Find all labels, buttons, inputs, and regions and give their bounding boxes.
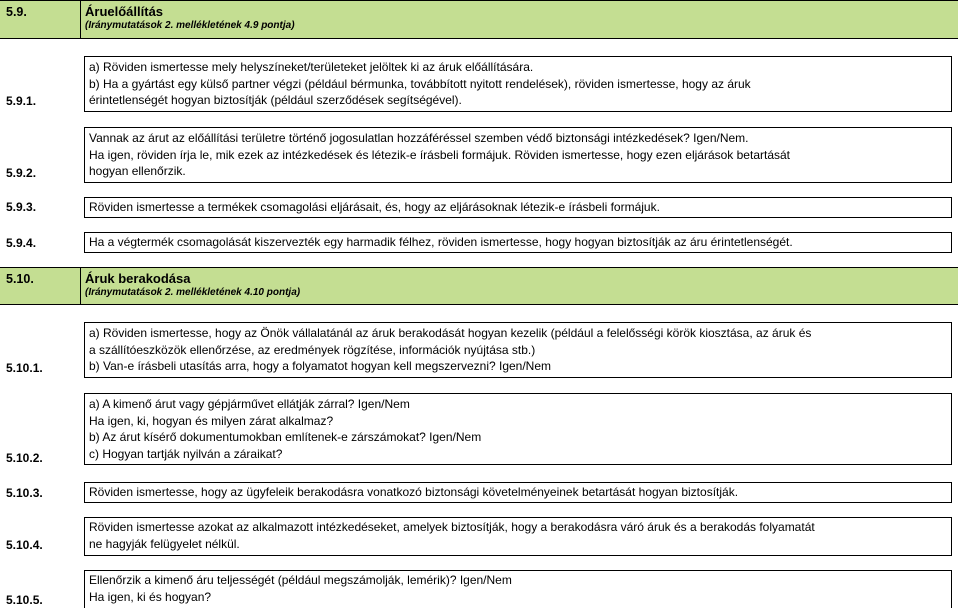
question-line: Ellenőrzik a kimenő áru teljességét (például megszámolják, lemérik)? Igen/Nem: [89, 573, 512, 587]
question-line: b) Az árut kísérő dokumentumokban említenek-e zárszámokat? Igen/Nem: [89, 430, 482, 444]
question-line: Ha igen, ki és hogyan?: [89, 589, 212, 604]
question-line: Ha igen, röviden írja le, mik ezek az intézkedések és létezik-e írásbeli formájuk. Röviden ismertesse, hogy ezen eljárások betartását: [89, 147, 790, 162]
question-line: hogyan ellenőrzik.: [89, 164, 186, 178]
section-title: Áruelőállítás: [85, 4, 164, 19]
question-number: 5.9.1.: [6, 94, 37, 108]
question-box-5-9-1: [84, 56, 952, 112]
question-number: 5.10.5.: [6, 593, 43, 607]
section-title: Áruk berakodása: [85, 271, 191, 286]
header-divider: [80, 268, 81, 304]
question-box-5-9-3: [84, 197, 952, 218]
question-number: 5.10.1.: [6, 361, 43, 375]
question-box-5-9-2: [84, 127, 952, 183]
question-line: c) Hogyan tartják nyilván a záraikat?: [89, 446, 283, 461]
question-box-5-9-4: [84, 232, 952, 253]
section-number: 5.9.: [6, 5, 27, 19]
question-box-5-10-5: [84, 570, 952, 608]
question-line: ne hagyják felügyelet nélkül.: [89, 536, 240, 551]
question-line: érintetlenségét hogyan biztosítják (például szerződések segítségével).: [89, 93, 462, 107]
question-line: Röviden ismertesse a termékek csomagolási eljárásait, és, hogy az eljárásoknak létezik-e írásbeli formájuk.: [89, 200, 660, 214]
question-line: Ha a végtermék csomagolását kiszervezték egy harmadik félhez, röviden ismertesse, hogy hogyan biztosítják az áru érintetlenségét.: [89, 235, 793, 249]
question-number: 5.10.3.: [6, 486, 43, 500]
question-line: Röviden ismertesse azokat az alkalmazott intézkedéseket, amelyek biztosítják, hogy a berakodásra váró áruk és a berakodás folyamatát: [89, 520, 815, 534]
question-box-5-10-2: [84, 393, 952, 465]
question-number: 5.9.2.: [6, 166, 37, 180]
section-number: 5.10.: [6, 272, 34, 286]
section-header-5-9: [0, 0, 958, 39]
question-number: 5.10.2.: [6, 451, 43, 465]
question-box-5-10-3: [84, 482, 952, 503]
section-header-5-10: [0, 267, 958, 305]
question-line: Röviden ismertesse, hogy az ügyfeleik berakodásra vonatkozó biztonsági követelményeinek betartását hogyan biztosítják.: [89, 485, 739, 499]
question-line: Ha igen, ki, hogyan és milyen zárat alkalmaz?: [89, 413, 334, 428]
question-line: a) Röviden ismertesse, hogy az Önök vállalatánál az áruk berakodását hogyan kezelik (például a felelősségi körök kiosztása, az áruk és: [89, 326, 812, 340]
question-box-5-10-4: [84, 517, 952, 556]
question-number: 5.10.4.: [6, 538, 43, 552]
header-divider: [80, 1, 81, 38]
question-line: a) Röviden ismertesse mely helyszíneket/területeket jelöltek ki az áruk előállítására.: [89, 60, 534, 74]
question-line: Vannak az árut az előállítási területre történő jogosulatlan hozzáféréssel szemben védő biztonsági intézkedések? Igen/Nem.: [89, 131, 749, 145]
question-line: b) Ha a gyártást egy külső partner végzi (például bérmunka, továbbított nyitott rendelések), röviden ismertesse, hogy az áruk: [89, 76, 751, 91]
question-number: 5.9.4.: [6, 236, 37, 250]
section-subtitle: (Iránymutatások 2. mellékletének 4.9 pontja): [85, 20, 295, 31]
question-line: a szállítóeszközök ellenőrzése, az eredmények rögzítése, információk nyújtása stb.): [89, 342, 536, 357]
question-line: b) Van-e írásbeli utasítás arra, hogy a folyamatot hogyan kell megszervezni? Igen/Nem: [89, 359, 552, 373]
question-line: a) A kimenő árut vagy gépjárművet ellátják zárral? Igen/Nem: [89, 397, 410, 411]
question-number: 5.9.3.: [6, 200, 37, 214]
section-subtitle: (Iránymutatások 2. mellékletének 4.10 pontja): [85, 287, 301, 298]
question-box-5-10-1: [84, 322, 952, 378]
